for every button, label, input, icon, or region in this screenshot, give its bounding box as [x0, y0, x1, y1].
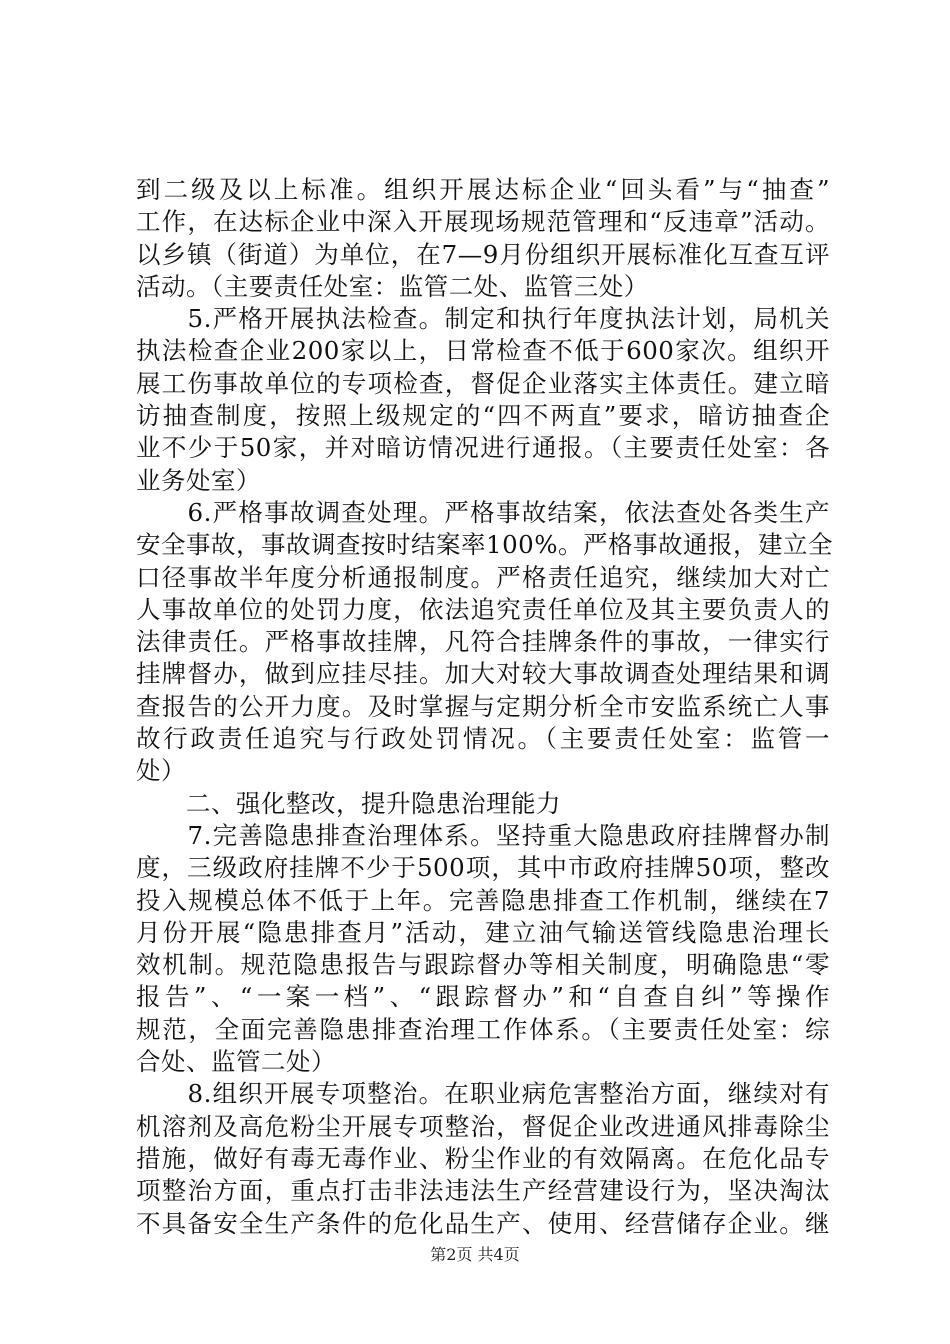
text-line: 机溶剂及高危粉尘开展专项整治，督促企业改进通风排毒除尘 [136, 1111, 830, 1141]
text-line: 以乡镇（街道）为单位，在7—9月份组织开展标准化互查互评 [136, 239, 830, 269]
text-line: 到二级及以上标准。组织开展达标企业“回头看”与“抽查” [136, 175, 830, 204]
text-line: 执法检查企业200家以上，日常检查不低于600家次。组织开 [136, 336, 830, 366]
text-line: 规范，全面完善隐患排查治理工作体系。（主要责任处室：综 [136, 1014, 830, 1044]
text-line: 6.严格事故调查处理。严格事故结案，依法查处各类生产 [136, 497, 830, 527]
text-line: 合处、监管二处） [136, 1047, 336, 1077]
text-line: 业不少于50家，并对暗访情况进行通报。（主要责任处室：各 [136, 433, 830, 463]
text-line: 项整治方面，重点打击非法违法生产经营建设行为，坚决淘汰 [136, 1176, 830, 1206]
text-line: 效机制。规范隐患报告与跟踪督办等相关制度，明确隐患“零 [136, 950, 830, 980]
text-line: 活动。（主要责任处室：监管二处、监管三处） [136, 271, 649, 301]
text-line: 度，三级政府挂牌不少于500项，其中市政府挂牌50项，整改 [136, 853, 830, 883]
text-line: 投入规模总体不低于上年。完善隐患排查工作机制，继续在7 [136, 885, 830, 915]
page-number-footer: 第2页 共4页 [430, 1245, 520, 1264]
text-line: 展工伤事故单位的专项检查，督促企业落实主体责任。建立暗 [136, 368, 830, 398]
text-line: 工作，在达标企业中深入开展现场规范管理和“反违章”活动。 [136, 207, 830, 237]
text-line: 5.严格开展执法检查。制定和执行年度执法计划，局机关 [136, 304, 830, 334]
text-line: 查报告的公开力度。及时掌握与定期分析全市安监系统亡人事 [136, 691, 830, 721]
text-line: 不具备安全生产条件的危化品生产、使用、经营储存企业。继 [136, 1208, 830, 1238]
text-line: 报告”、“一案一档”、“跟踪督办”和“自查自纠”等操作 [136, 982, 830, 1012]
text-line: 安全事故，事故调查按时结案率100%。严格事故通报，建立全 [136, 530, 834, 560]
section-heading: 二、强化整改，提升隐患治理能力 [136, 788, 561, 818]
text-line: 业务处室） [136, 465, 261, 495]
text-line: 法律责任。严格事故挂牌，凡符合挂牌条件的事故，一律实行 [136, 627, 830, 657]
text-line: 人事故单位的处罚力度，依法追究责任单位及其主要负责人的 [136, 594, 830, 624]
text-line: 挂牌督办，做到应挂尽挂。加大对较大事故调查处理结果和调 [136, 659, 830, 689]
text-line: 7.完善隐患排查治理体系。坚持重大隐患政府挂牌督办制 [136, 820, 830, 850]
text-line: 口径事故半年度分析通报制度。严格责任追究，继续加大对亡 [136, 562, 830, 592]
text-line: 故行政责任追究与行政处罚情况。（主要责任处室：监管一 [136, 724, 830, 754]
text-line: 访抽查制度，按照上级规定的“四不两直”要求，暗访抽查企 [136, 401, 830, 431]
text-line: 8.组织开展专项整治。在职业病危害整治方面，继续对有 [136, 1079, 830, 1109]
text-line: 措施，做好有毒无毒作业、粉尘作业的有效隔离。在危化品专 [136, 1143, 830, 1173]
document-body [136, 174, 834, 1240]
text-line: 处） [136, 756, 186, 786]
text-line: 月份开展“隐患排查月”活动，建立油气输送管线隐患治理长 [136, 917, 830, 947]
